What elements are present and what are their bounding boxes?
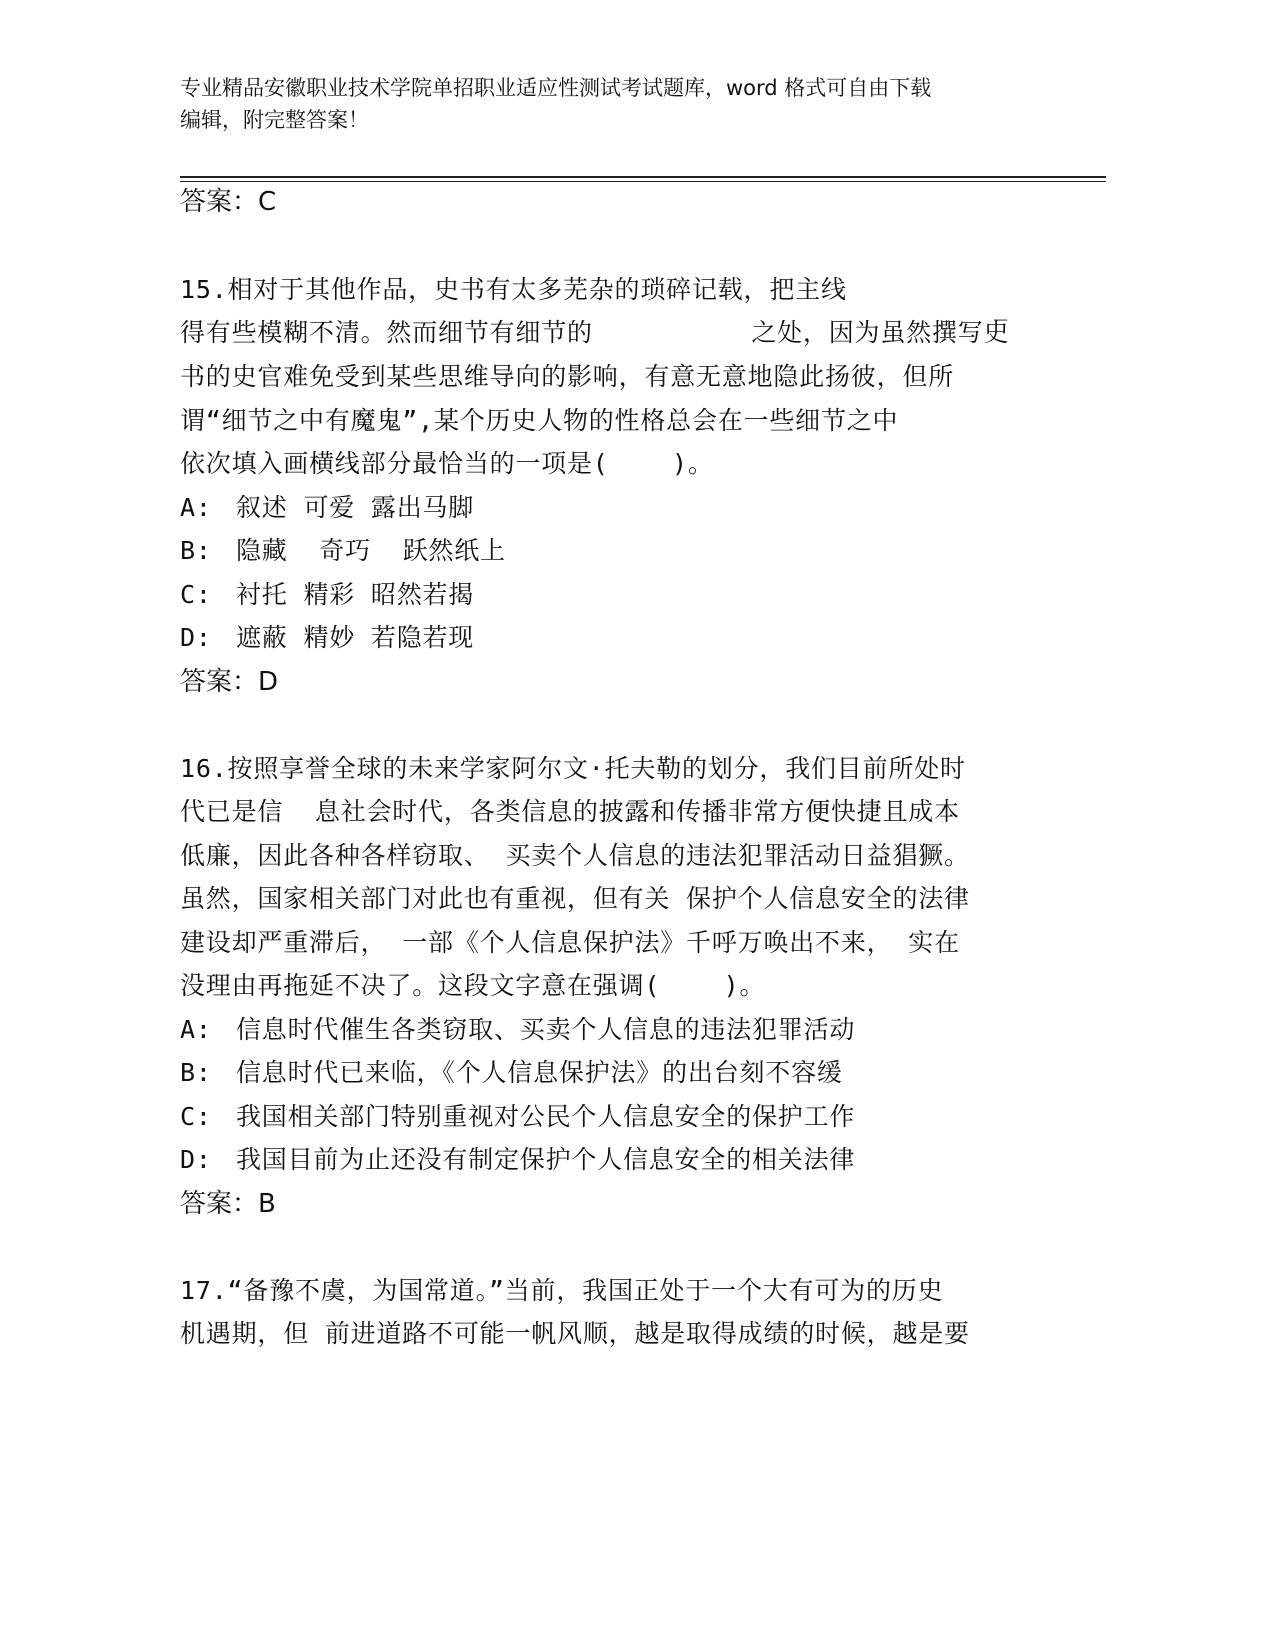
option-label: C: xyxy=(180,1102,212,1131)
option-text: 叙述 可爱 露出马脚 xyxy=(236,493,475,522)
q16-option-b xyxy=(180,1058,843,1088)
option-label: D: xyxy=(180,623,212,652)
option-label: D: xyxy=(180,1145,212,1174)
q16-option-a xyxy=(180,1015,855,1045)
option-text: 衬托 精彩 昭然若揭 xyxy=(236,580,475,609)
q16-answer: 答案：B xyxy=(180,1189,276,1219)
q15-line-3: 书的史官难免受到某些思维导向的影响，有意无意地隐此扬彼，但所 xyxy=(180,362,955,391)
q15-option-b xyxy=(180,536,506,566)
option-label: B: xyxy=(180,536,212,565)
document-header xyxy=(180,72,1060,136)
option-label: B: xyxy=(180,1058,212,1087)
q15-answer: 答案：D xyxy=(180,667,279,697)
q15-line-2: 得有些模糊不清。然而细节有细节的 之处，因为虽然撰写史 xyxy=(180,318,1010,347)
option-label: A: xyxy=(180,493,212,522)
q15-option-a xyxy=(180,493,474,523)
q16-line-6: 没理由再拖延不决了。这段文字意在强调( )。 xyxy=(180,971,766,1000)
option-text: 信息时代催生各类窃取、买卖个人信息的违法犯罪活动 xyxy=(236,1015,856,1044)
q15-option-c xyxy=(180,580,474,610)
option-label: C: xyxy=(180,580,212,609)
header-rule-thick xyxy=(180,176,1106,178)
option-text: 我国目前为止还没有制定保护个人信息安全的相关法律 xyxy=(236,1145,856,1174)
q16-line-4: 虽然，国家相关部门对此也有重视，但有关 保护个人信息安全的法律 xyxy=(180,884,970,913)
option-text: 遮蔽 精妙 若隐若现 xyxy=(236,623,475,652)
q16-option-d xyxy=(180,1145,855,1175)
q17-line-1: 17.“备豫不虞，为国常道。”当前，我国正处于一个大有可为的历史 xyxy=(180,1276,944,1305)
option-text: 信息时代已来临，《个人信息保护法》的出台刻不容缓 xyxy=(236,1058,843,1087)
answer-previous: 答案：C xyxy=(180,187,277,217)
q16-line-1: 16.按照享誉全球的未来学家阿尔文·托夫勒的划分，我们目前所处时 xyxy=(180,754,966,783)
q15-line-1: 15.相对于其他作品，史书有太多芜杂的琐碎记载，把主线 xyxy=(180,275,847,304)
q15-line-4: 谓“细节之中有魔鬼”,某个历史人物的性格总会在一些细节之中 xyxy=(180,406,899,435)
header-line-1: 专业精品安徽职业技术学院单招职业适应性测试考试题库，word 格式可自由下载 xyxy=(180,76,932,100)
q15-blank-mark: _ xyxy=(994,296,1008,321)
q16-line-2: 代已是信 息社会时代，各类信息的披露和传播非常方便快捷且成本 xyxy=(180,797,960,826)
q17-line-2: 机遇期，但 前进道路不可能一帆风顺，越是取得成绩的时候，越是要 xyxy=(180,1319,970,1348)
option-text: 隐藏 奇巧 跃然纸上 xyxy=(236,536,506,565)
q16-line-3: 低廉，因此各种各样窃取、 买卖个人信息的违法犯罪活动日益猖獗。 xyxy=(180,841,970,870)
q15-option-d xyxy=(180,623,474,653)
q16-line-5: 建设却严重滞后， 一部《个人信息保护法》千呼万唤出不来， 实在 xyxy=(180,928,960,957)
option-label: A: xyxy=(180,1015,212,1044)
option-text: 我国相关部门特别重视对公民个人信息安全的保护工作 xyxy=(236,1102,856,1131)
q16-option-c xyxy=(180,1102,855,1132)
q15-line-5: 依次填入画横线部分最恰当的一项是( )。 xyxy=(180,449,714,478)
header-rule-thin xyxy=(180,181,1106,182)
header-line-2: 编辑，附完整答案！ xyxy=(180,108,369,132)
